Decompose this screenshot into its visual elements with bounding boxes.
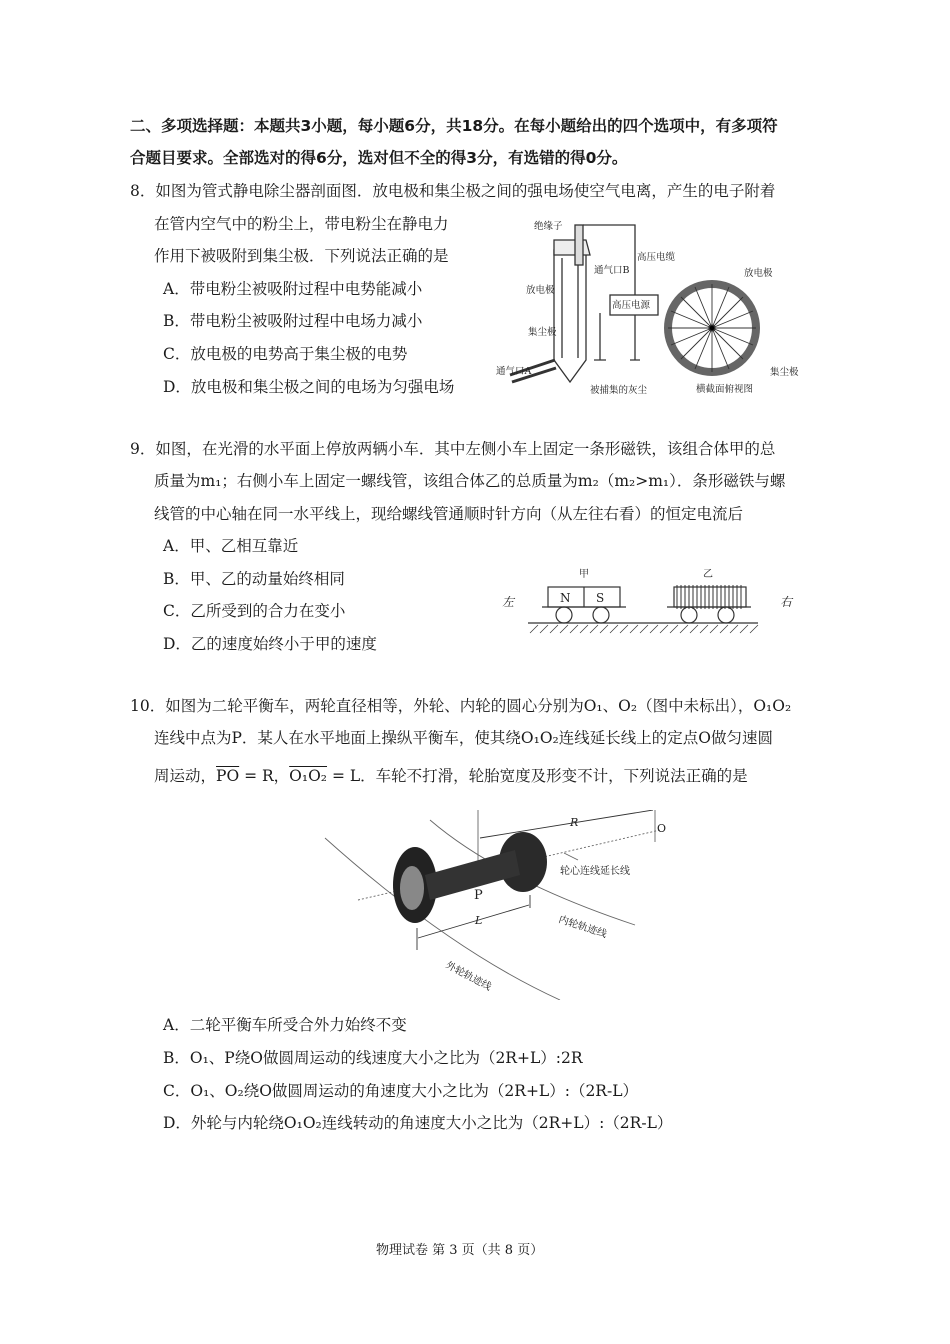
label-power: 高压电源	[612, 300, 651, 311]
label-discharge: 放电极	[526, 285, 555, 296]
section-heading-line2: 合题目要求。全部选对的得6分，选对但不全的得3分，有选错的得0分。	[130, 149, 628, 167]
q8-option-a: A．带电粉尘被吸附过程中电势能减小	[163, 280, 423, 298]
label-inner-track: 内轮轨迹线	[557, 914, 609, 941]
q9-stem-1: 9．如图，在光滑的水平面上停放两辆小车．其中左侧小车上固定一条形磁铁，该组合体甲的总	[130, 440, 776, 458]
label-left: 左	[502, 595, 515, 609]
q10-stem-3-prefix: 周运动，	[154, 767, 217, 785]
label-p: P	[474, 888, 483, 903]
segment-o1o2: O₁O₂	[289, 767, 328, 785]
label-insulator: 绝缘子	[534, 221, 563, 232]
q8-stem-3: 作用下被吸附到集尘极．下列说法正确的是	[154, 247, 449, 265]
label-r: R	[570, 816, 579, 829]
q10-stem-1: 10．如图为二轮平衡车，两轮直径相等，外轮、内轮的圆心分别为O₁、O₂（图中未标出），O₁O₂	[130, 697, 792, 715]
q10-stem-3	[154, 766, 748, 786]
label-yi: 乙	[703, 569, 713, 580]
label-cross-section: 横截面俯视图	[696, 384, 754, 395]
q10-option-d: D．外轮与内轮绕O₁O₂连线转动的角速度大小之比为（2R+L）:（2R-L）	[163, 1114, 673, 1132]
q9-option-d: D．乙的速度始终小于甲的速度	[163, 635, 377, 653]
label-outer-track: 外轮轨迹线	[443, 959, 493, 994]
q10-option-b: B．O₁、P绕O做圆周运动的线速度大小之比为（2R+L）:2R	[163, 1049, 583, 1067]
label-right: 右	[780, 595, 793, 609]
q8-option-b: B．带电粉尘被吸附过程中电场力减小	[163, 312, 423, 330]
label-vent-a: 通气口A	[496, 366, 532, 377]
q8-stem-1: 8．如图为管式静电除尘器剖面图．放电极和集尘极之间的强电场使空气电离，产生的电子附着	[130, 182, 776, 200]
label-s-pole: S	[596, 591, 605, 605]
q10-option-c: C．O₁、O₂绕O做圆周运动的角速度大小之比为（2R+L）:（2R-L）	[163, 1082, 639, 1100]
q10-stem-2: 连线中点为P．某人在水平地面上操纵平衡车，使其绕O₁O₂连线延长线上的定点O做匀速圆	[154, 729, 773, 747]
label-discharge-2: 放电极	[744, 268, 773, 279]
q9-carts-figure	[490, 555, 810, 640]
label-n-pole: N	[560, 591, 571, 605]
label-collector-2: 集尘极	[770, 367, 799, 378]
label-cable: 高压电缆	[637, 252, 676, 263]
label-collector: 集尘极	[528, 327, 557, 338]
q9-option-c: C．乙所受到的合力在变小	[163, 602, 346, 620]
q8-option-d: D．放电极和集尘极之间的电场为匀强电场	[163, 378, 455, 396]
label-axis-line: 轮心连线延长线	[560, 866, 630, 877]
page-footer: 物理试卷 第 3 页（共 8 页）	[376, 1243, 544, 1258]
q9-stem-3: 线管的中心轴在同一水平线上，现给螺线管通顺时针方向（从左往右看）的恒定电流后	[154, 505, 744, 523]
eq-l: = L．车轮不打滑，轮胎宽度及形变不计，下列说法正确的是	[327, 767, 748, 785]
q9-option-a: A．甲、乙相互靠近	[163, 537, 299, 555]
eq-r: = R，	[239, 767, 290, 785]
q9-option-b: B．甲、乙的动量始终相同	[163, 570, 345, 588]
q10-balance-car-figure	[320, 810, 680, 1000]
segment-po: $\overline{PO}$	[216, 767, 240, 785]
q9-stem-2: 质量为m₁；右侧小车上固定一螺线管，该组合体乙的总质量为m₂（m₂>m₁）．条形磁铁与螺	[154, 472, 786, 490]
label-dust: 被捕集的灰尘	[590, 385, 648, 396]
label-l: L	[475, 914, 483, 927]
q8-precipitator-figure	[490, 210, 820, 400]
section-heading-line1: 二、多项选择题：本题共3小题，每小题6分，共18分。在每小题给出的四个选项中，有多项符	[130, 117, 778, 135]
label-jia: 甲	[579, 569, 589, 580]
q10-option-a: A．二轮平衡车所受合外力始终不变	[163, 1016, 407, 1034]
label-o: O	[657, 822, 667, 835]
label-vent-b: 通气口B	[594, 265, 630, 276]
q8-stem-2: 在管内空气中的粉尘上，带电粉尘在静电力	[154, 215, 449, 233]
q8-option-c: C．放电极的电势高于集尘极的电势	[163, 345, 408, 363]
